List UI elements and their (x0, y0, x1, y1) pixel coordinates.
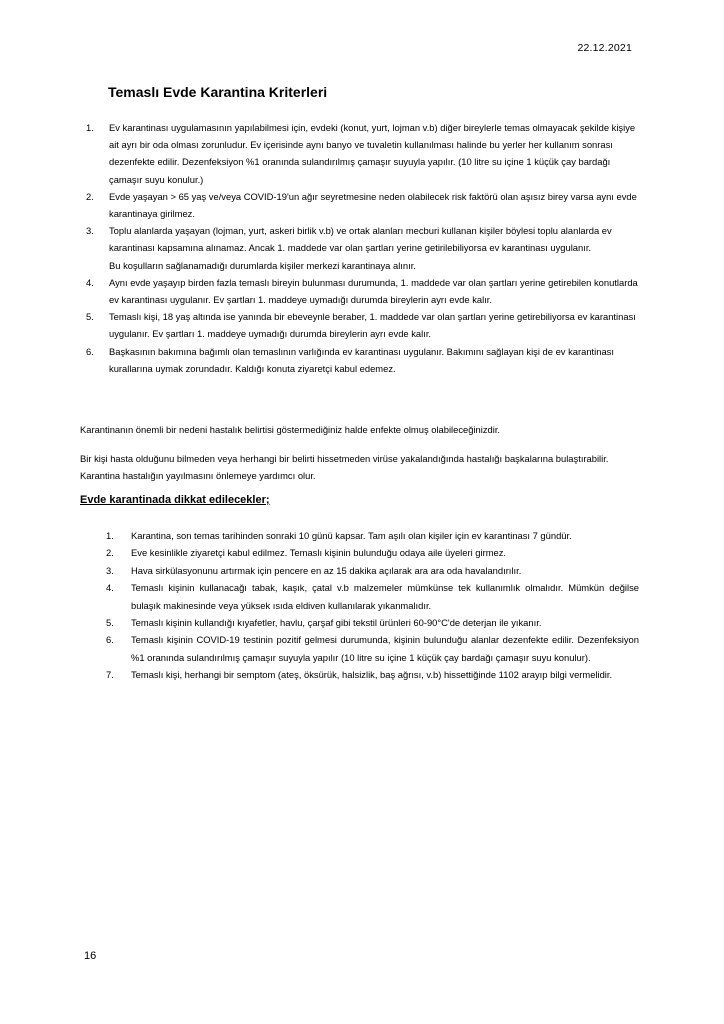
criteria-item (80, 222, 640, 274)
precaution-item-number: 7. (106, 669, 114, 681)
precaution-item-text: Temaslı kişi, herhangi bir semptom (ateş, öksürük, halsizlik, baş ağrısı, v.b) hissettiğinde 1102 arayıp bilgi vermelidir. (131, 669, 613, 681)
precaution-item-number: 4. (106, 582, 114, 594)
paragraph-quarantine-reason: Karantinanın önemli bir nedeni hastalık belirtisi göstermediğiniz halde enfekte olmuş olabileceğinizdir. (80, 424, 501, 435)
precaution-item-text: Karantina, son temas tarihinden sonraki 10 günü kapsar. Tam aşılı olan kişiler için ev karantinası 7 gündür. (131, 530, 572, 541)
precaution-item-text: Temaslı kişinin COVID-19 testinin pozitif gelmesi durumunda, kişinin bulunduğu alanlar dezenfekte edilir. Dezenfeksiyon %1 oranında sulandırılmış çamaşır suyuyla yapılır (10 litre su içine 1 küçük çay bardağı çamaşır suyu konulur). (131, 634, 639, 663)
criteria-item-number: 4. (86, 276, 94, 288)
section-title: Evde karantinada dikkat edilecekler; (80, 494, 270, 506)
document-date: 22.12.2021 (577, 42, 632, 54)
precaution-item-text: Temaslı kişinin kullanacağı tabak, kaşık, çatal v.b malzemeler mümkünse tek kullanımlık olmalıdır. Mümkün değilse bulaşık makinesinde veya yüksek ısıda eldiven kullanılarak yıkanmalıdır. (131, 582, 639, 611)
criteria-item (80, 343, 640, 377)
paragraph-spread-info: Bir kişi hasta olduğunu bilmeden veya herhangi bir belirti hissetmeden virüse yakalandığında hastalığı başkalarına bulaştırabilir. Karantina hastalığın yayılmasını önlemeye yardımcı olur. (80, 453, 609, 482)
criteria-item-number: 3. (86, 225, 94, 237)
precaution-item-number: 5. (106, 617, 114, 629)
criteria-item-text: Aynı evde yaşayıp birden fazla temaslı bireyin bulunması durumunda, 1. maddede var olan şartları yerine getirebilen konutlarda ev karantinası uygulanır. Ev şartları 1. maddeye uymadığı durumda bireylerin ayrı evde kalır. (109, 276, 638, 306)
precaution-item (103, 614, 639, 631)
precaution-item (103, 579, 639, 614)
criteria-item-text: Ev karantinası uygulamasının yapılabilmesi için, evdeki (konut, yurt, lojman v.b) diğer bireylerle temas olmayacak şekilde kişiye ait ayrı bir oda olması zorunludur. Ev içerisinde aynı banyo ve tuvaletin kullanılması halinde bu yerler her kullanım sonrası dezenfekte edilir. Dezenfeksiyon %1 oranında sulandırılmış çamaşır suyuyla yapılır. (10 litre su içine 1 küçük çay bardağı çamaşır suyu konulur.) (109, 122, 636, 185)
criteria-item-text: Başkasının bakımına bağımlı olan temaslının varlığında ev karantinası uygulanır. Bakımını sağlayan kişi de ev karantinası kurallarına uymak zorundadır. Kaldığı konuta ziyaretçi kabul edemez. (109, 345, 614, 374)
criteria-item (80, 274, 640, 308)
precaution-item-number: 1. (106, 530, 114, 541)
criteria-item-number: 5. (86, 311, 94, 323)
criteria-item-number: 2. (86, 190, 94, 202)
precaution-item-number: 6. (106, 634, 114, 646)
criteria-item-note: Bu koşulların sağlanamadığı durumlarda kişiler merkezi karantinaya alınır. (109, 259, 416, 271)
precaution-item-text: Hava sirkülasyonunu artırmak için pencere en az 15 dakika açılarak ara ara oda havalandırılır. (131, 564, 522, 576)
criteria-list (80, 119, 640, 377)
criteria-item-text: Toplu alanlarda yaşayan (lojman, yurt, askeri birlik v.b) ve ortak alanları mecburi kullanan kişiler böylesi toplu alanlarda ev karantinası kapsamına alınamaz. Ancak 1. maddede var olan şartları yerine getirilebiliyorsa ev karantinası uygulanır. (109, 225, 612, 254)
precaution-item (103, 562, 639, 579)
criteria-item-number: 6. (86, 345, 94, 357)
criteria-item (80, 188, 640, 222)
precautions-list (103, 527, 639, 684)
precaution-item (103, 527, 639, 544)
precaution-item-text: Temaslı kişinin kullandığı kıyafetler, havlu, çarşaf gibi tekstil ürünleri 60-90°C'de deterjan ile yıkanır. (131, 617, 542, 629)
precaution-item (103, 544, 639, 561)
precaution-item-number: 2. (106, 547, 114, 559)
page-number: 16 (84, 950, 97, 962)
precaution-item (103, 666, 639, 683)
document-title: Temaslı Evde Karantina Kriterleri (108, 84, 328, 100)
criteria-item (80, 308, 640, 342)
criteria-item (80, 119, 640, 188)
precaution-item-text: Eve kesinlikle ziyaretçi kabul edilmez. Temaslı kişinin bulunduğu odaya aile üyeleri girmez. (131, 547, 507, 559)
criteria-item-text: Temaslı kişi, 18 yaş altında ise yanında bir ebeveynle beraber, 1. maddede var olan şartları yerine getirebiliyorsa ev karantinası uygulanır. Ev şartları 1. maddeye uymadığı durumda bireylerin ayrı evde kalır. (109, 311, 636, 340)
criteria-item-text: Evde yaşayan > 65 yaş ve/veya COVID-19'un ağır seyretmesine neden olabilecek risk faktörü olan aşısız birey varsa aynı evde karantinaya girilmez. (109, 190, 637, 220)
precaution-item (103, 631, 639, 666)
criteria-item-number: 1. (86, 122, 94, 133)
precaution-item-number: 3. (106, 564, 114, 576)
